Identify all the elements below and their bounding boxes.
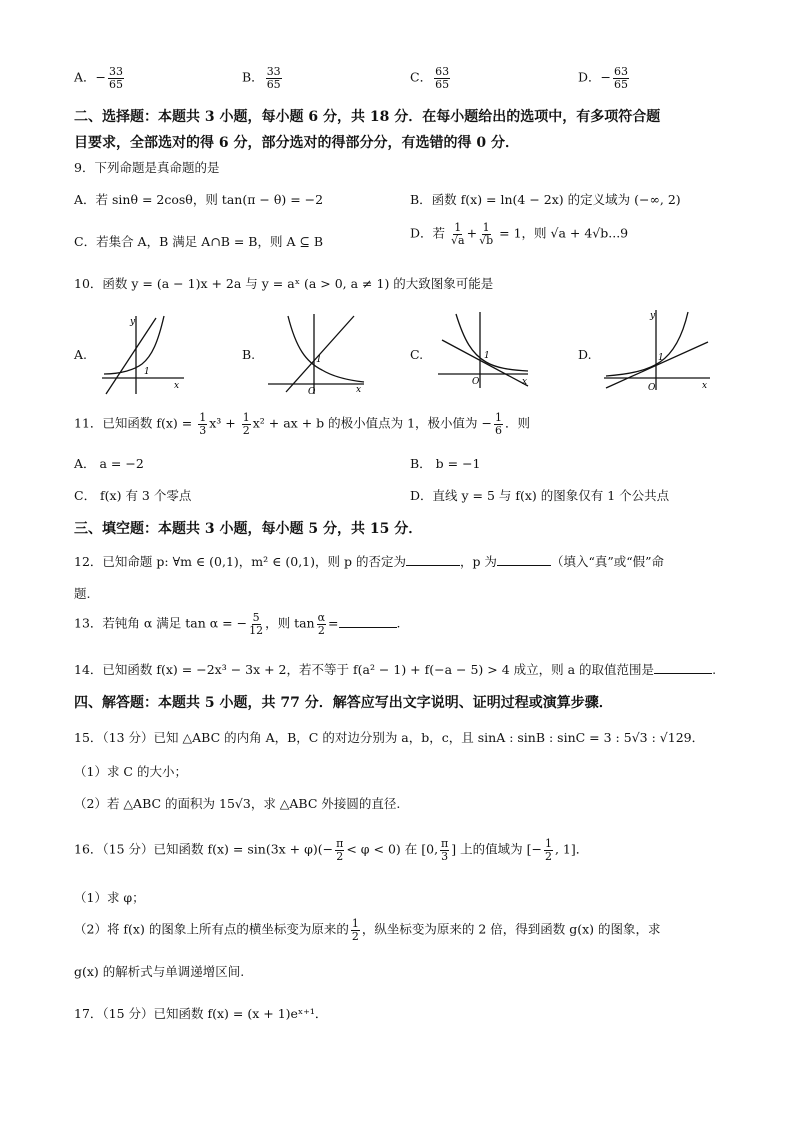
section4-heading: 四、解答题：本题共 5 小题，共 77 分．解答应写出文字说明、证明过程或演算步骤． — [74, 695, 613, 711]
q10-label-d: D. — [578, 347, 592, 362]
svg-text:1: 1 — [316, 355, 322, 365]
q10-graph-c — [436, 310, 532, 390]
q10-graph-d — [602, 308, 714, 392]
q15-part1: （1）求 C 的大小； — [74, 764, 187, 779]
svg-text:y: y — [130, 317, 136, 327]
q9-option-a: A．若 sinθ = 2cosθ，则 tan(π − θ) = −2 — [74, 192, 324, 207]
q15-stem: 15．（13 分）已知 △ABC 的内角 A，B，C 的对边分别为 a，b，c，且 sinA : sinB : sinC = 3 : 5√3 : √129． — [74, 730, 705, 745]
q10-graph-a — [100, 312, 188, 396]
q8-option-c: C． $\frac{63}{65}$ — [410, 65, 450, 91]
q8-option-d: D．− $\frac{63}{65}$ — [578, 65, 629, 91]
q9-option-c: C．若集合 A，B 满足 A∩B = B，则 A ⊆ B — [74, 234, 324, 249]
q11-option-d: D．直线 y = 5 与 f(x) 的图象仅有 1 个公共点 — [410, 488, 670, 503]
svg-text:1: 1 — [658, 353, 664, 363]
q10-graph-b — [266, 312, 366, 396]
q8-option-b: B． $\frac{33}{65}$ — [242, 65, 281, 91]
svg-text:x: x — [174, 381, 180, 391]
q16-part2-line2: g(x) 的解析式与单调递增区间. — [74, 964, 245, 979]
q13: 13．若钝角 α 满足 tan α = − $\frac{5}{12}$ ，则 tan $\frac{\alpha}{2}$ = . — [74, 611, 401, 637]
q16-stem: 16．（15 分）已知函数 f(x) = sin(3x + φ)(− $\frac{\pi}{2}$ < φ < 0) 在 [0, $\frac{\pi}{3}$ ] 上的值域为 [− $\frac{1}{2}$ , 1]． — [74, 837, 589, 863]
svg-text:1: 1 — [484, 351, 490, 361]
section3-heading: 三、填空题：本题共 3 小题，每小题 5 分，共 15 分． — [74, 521, 423, 537]
svg-text:x: x — [702, 381, 708, 391]
q11-stem: 11．已知函数 f(x) = $\frac{1}{3}$ x³ + $\frac{1}{2}$ x² + ax + b 的极小值点为 1，极小值为 − $\frac{1}{6}$ ．则 — [74, 411, 531, 437]
q9-stem: 9．下列命题是真命题的是 — [74, 160, 220, 175]
q10-label-c: C. — [410, 347, 424, 362]
svg-text:O: O — [308, 387, 316, 396]
q9-option-b: B．函数 f(x) = ln(4 − 2x) 的定义域为 (−∞, 2) — [410, 192, 681, 207]
q11-option-c: C． f(x) 有 3 个零点 — [74, 488, 192, 503]
q11-option-a: A． a = −2 — [74, 456, 144, 471]
q10-stem: 10．函数 y = (a − 1)x + 2a 与 y = aˣ (a > 0, a ≠ 1) 的大致图象可能是 — [74, 276, 494, 291]
svg-text:O: O — [472, 377, 480, 387]
svg-text:x: x — [356, 385, 362, 395]
svg-text:O: O — [648, 383, 656, 392]
q11-option-b: B． b = −1 — [410, 456, 481, 471]
q17-stem: 17．（15 分）已知函数 f(x) = (x + 1)eˣ⁺¹． — [74, 1006, 328, 1021]
q14: 14．已知函数 f(x) = −2x³ − 3x + 2，若不等于 f(a² − 1) + f(−a − 5) > 4 成立，则 a 的取值范围是 . — [74, 662, 717, 677]
section2-heading-line1: 二、选择题：本题共 3 小题，每小题 6 分，共 18 分．在每小题给出的选项中，有多项符合题 — [74, 109, 661, 125]
q10-label-a: A. — [74, 347, 88, 362]
svg-text:y: y — [650, 311, 656, 321]
q15-part2: （2）若 △ABC 的面积为 15√3，求 △ABC 外接圆的直径. — [74, 796, 401, 811]
q12-line1: 12．已知命题 p: ∀m ∈ (0,1)，m² ∈ (0,1)，则 p 的否定为 ，p 为 （填入“真”或“假”命 — [74, 554, 664, 569]
q10-label-b: B. — [242, 347, 256, 362]
q8-option-a: A．− $\frac{33}{65}$ — [74, 65, 124, 91]
section2-heading-line2: 目要求，全部选对的得 6 分，部分选对的得部分分，有选错的得 0 分． — [74, 135, 519, 151]
q16-part2: （2）将 f(x) 的图象上所有点的横坐标变为原来的 $\frac{1}{2}$ ，纵坐标变为原来的 2 倍，得到函数 g(x) 的图象，求 — [74, 917, 661, 943]
q12-line2: 题. — [74, 586, 91, 601]
q16-part1: （1）求 φ； — [74, 890, 145, 905]
svg-text:1: 1 — [144, 367, 150, 377]
svg-text:x: x — [522, 377, 528, 387]
q9-option-d: D．若 $\frac{1}{√a}$ + $\frac{1}{√b}$ = 1，则 √a + 4√b...9 — [410, 221, 629, 247]
